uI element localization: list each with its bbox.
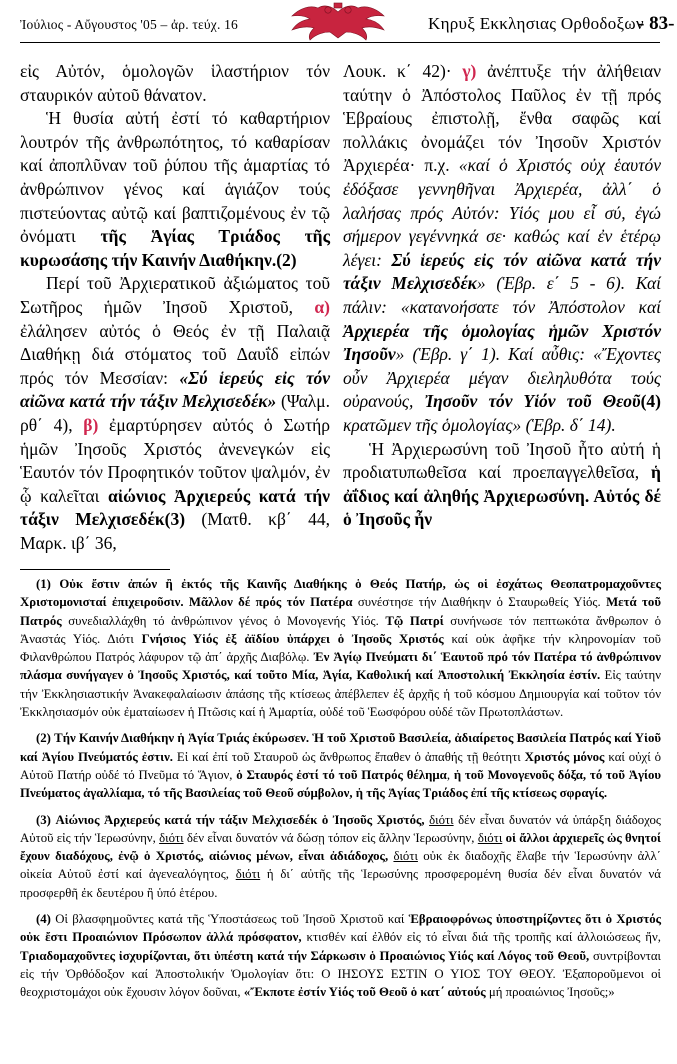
underlined-word: διότι [429, 812, 454, 827]
enumeration-marker: α) [314, 296, 330, 317]
text: ἀνέπτυξε τήν ἀλήθειαν ταύτην ὁ Ἀπόστολος Παῦλος ἐν τῇ πρός Ἑβραίους ἐπιστολῇ, ἔνθα σαφῶς καί πολλάκις ὀνομάζει τόν Ἰησοῦν Χριστόν Ἀρχιερέα· π.χ. [343, 61, 661, 176]
underlined-word: διότι [477, 830, 503, 845]
scripture-quote: «Σύ ἱερεύς εἰς τόν αἰῶνα κατά τήν τάξιν Μελχισεδέκ» [20, 367, 331, 412]
page-number: - 83- [638, 13, 675, 34]
underlined-word: διότι [393, 849, 418, 864]
bold-text: οἱ ἄλλοι ἀρχιερεῖς ὡς θνητοί ἔχουν διαδόχους, ἐνῷ ὁ Χριστός, αἰώνιος μένων, εἶναι ἀδιάδοχος, [20, 830, 661, 864]
double-headed-eagle-icon [288, 2, 388, 42]
text: οὐκ ἐκ διαδοχῆς ἔλαβε τήν Ἱερωσύνην ἀλλ΄ οἰκεία Αὐτοῦ ἐστί καί ἀγενεαλόγητος, [20, 849, 661, 882]
footnote-ref[interactable]: (3) [164, 509, 186, 530]
paragraph [20, 107, 330, 272]
paragraph [343, 60, 661, 438]
scripture-quote: Ἀρχιερέα τῆς ὁμολογίας ἡμῶν Χριστόν Ἰησοῦν [343, 320, 661, 365]
text: (Ματθ. κβ΄ 44, Μαρκ. ιβ΄ 36, [20, 509, 330, 553]
text: Οὐκ ἔστιν ἀπών ἢ ἐκτός τῆς Καινῆς Διαθήκης ὁ Θεός Πατήρ, ὡς οἱ ἐσχάτως Θεοπατρομαχοῦντες Χριστομονισταί ἐπιχειροῦσιν. Μᾶλλον δέ [20, 577, 661, 610]
bold-text: ὁ Σταυρός ἐστί τό τοῦ Πατρός θέλημα [236, 767, 447, 782]
bold-text: Τήν Καινήν Διαθήκην ἡ Ἁγία Τριάς ἐκύρωσεν. Ἡ τοῦ Χριστοῦ Βασιλεία, ἀδιαίρετος Βασιλεία Πατρός καί Υἱοῦ καί Ἁγίου Πνεύματός ἐστιν. [20, 731, 661, 764]
footnote-number: (3) [36, 812, 51, 827]
footnotes [20, 575, 661, 1010]
bold-text: αἰώνιος Ἀρχιερεύς κατά τήν τάξιν Μελχισεδέκ [20, 485, 330, 530]
journal-title: Κηρυξ Εκκλησιας Ορθοδοξων [428, 14, 644, 33]
text: Εἰ καί ἐπί τοῦ Σταυροῦ ὡς ἄνθρωπος ἔπαθεν ὁ ἀπαθής τῇ θεότητι [172, 749, 525, 764]
paragraph [20, 60, 330, 107]
text: μή προαιώνιος Ἰησοῦς;» [485, 985, 615, 1000]
underlined-word: διότι [159, 830, 184, 845]
bold-text: Τῷ Πατρί [385, 613, 444, 628]
text: Λουκ. κ΄ 42)· [343, 61, 463, 81]
italic-quote: κρατῶμεν τῆς ὁμολογίας» (Ἑβρ. δ΄ 14). [343, 414, 616, 435]
text: συντρίβονται εἰς τήν Ὀρθόδοξον καί Ἀποστολικήν Ὁμολογίαν ὅτι: [20, 948, 661, 981]
right-column [343, 60, 661, 532]
text: συνεδιαλλάχθη τό ἀνθρώπινον γένος ὁ Μονογενής Υἱός. [61, 613, 386, 628]
text: Ἡ Ἀρχιερωσύνη τοῦ Ἰησοῦ ἦτο αὐτή ἡ προδιατυπωθεῖσα καί προεπαγγελθεῖσα, [343, 438, 661, 483]
bold-text: ἡ ἀΐδιος καί ἀληθής Ἀρχιερωσύνη. Αὐτός δέ ὁ Ἰησοῦς ἦν [343, 462, 661, 530]
text: εἰς Αὐτόν, ὁμολογῶν ἱλαστήριον τόν σταυρικόν αὐτοῦ θάνατον. [20, 61, 330, 105]
enumeration-marker: γ) [462, 61, 477, 81]
text: δέν εἶναι δυνατόν νά δώσῃ τόπον εἰς ἄλλην Ἱερωσύνην, [183, 830, 478, 845]
text: (Ψαλμ. ρθ΄ 4), [20, 391, 331, 435]
text: κτισθέν καί ἐλθόν εἰς τό εἶναι διά τῆς τροπῆς καί ἀλλοιώσεως ἤν, [301, 930, 661, 945]
text: ἡ δι΄ αὐτῆς τῆς Ἱερωσύνης προσφερομένη θυσία δέν εἶναι δυνατόν νά προσφερθῆ ἐκ δευτέρου ἢ ὑπό ἑτέρου. [20, 867, 661, 900]
italic-quote: » (Ἑβρ. γ΄ 1). Καί αὖθις: «Ἔχοντες οὖν Ἀρχιερέα μέγαν διεληλυθότα τούς οὐρανούς, [343, 344, 661, 412]
bold-text: Αἰώνιος Ἀρχιερεύς κατά τήν τάξιν Μελχισεδέκ ὁ Ἰησοῦς Χριστός, [55, 812, 425, 827]
underlined-word: διότι [235, 867, 261, 882]
footnote-1 [20, 575, 661, 721]
text: συνέστησε τήν Διαθήκην ὁ Σταυρωθείς Υἱός. [352, 595, 607, 610]
left-column [20, 60, 330, 555]
enumeration-marker: β) [83, 414, 99, 435]
footnote-ref[interactable]: (2) [276, 249, 297, 270]
bold-text: Χριστός μόνος [524, 749, 605, 764]
text: δέν εἶναι δυνατόν νά ὑπάρξη διάδοχος Αὐτοῦ εἰς τήν Ἱερωσύνην, [20, 812, 661, 845]
text: Εἰς ταύτην τήν Ἐκκλησιαστικήν Ἀνακεφαλαίωσιν ἁπάσης τῆς κτίσεως ἀπέβλεπεν ἐξ ἀρχῆς ἡ τοῦ κόσμου Δημιουργία καί τοῦτον τόν Ἐκκλησιασμόν οὐκ ἐματαίωσεν ἡ Πτῶσις καί ἡ Ἁμαρτία, οὐδέ τοῦ Ἑωσφόρου οὐδέ τῶν Πρωτοπλάστων. [20, 668, 662, 720]
text: Περί τοῦ Ἀρχιερατικοῦ ἀξιώματος τοῦ Σωτῆρος ἡμῶν Ἰησοῦ Χριστοῦ, [20, 273, 330, 317]
bold-text: Μετά τοῦ Πατρός [20, 595, 661, 628]
footnote-3 [20, 811, 661, 902]
scripture-quote: Ἰησοῦν τόν Υἱόν τοῦ Θεοῦ [424, 391, 641, 412]
text: καί οὐκ ἀφῆκε τήν κληρονομίαν τοῦ Φιλανθρώπου Πατρός λάφυρον τῷ ἀπ΄ ἀρχῆς Διαβόλῳ. [20, 631, 661, 665]
italic-quote: «καί ὁ Χριστός οὐχ ἑαυτόν ἐδόξασε γεννηθῆναι Ἀρχιερέα, ἀλλ΄ ὁ λαλήσας πρός Αὐτόν: Υἱός μου εἶ σύ, ἐγώ σήμερον γεγέννηκά σε· καθώς καί ἐν ἑτέρῳ λέγει: [343, 155, 661, 270]
header-rule [20, 42, 660, 43]
bold-text: Τριαδομαχοῦντες ἰσχυρίζονται, ὅτι ὑπέστη κατά τήν Σάρκωσιν ὁ Προαιώνιος Υἱός καί Λόγος τοῦ Θεοῦ, [20, 948, 590, 963]
text: Οἱ βλασφημοῦντες κατά τῆς Ὑποστάσεως τοῦ Ἰησοῦ Χριστοῦ καί [55, 912, 409, 927]
text: , [446, 767, 454, 782]
running-header [0, 0, 677, 46]
bold-text: «Ἔκποτε ἐστίν Υἱός τοῦ Θεοῦ ὁ κατ΄ αὐτούς [243, 985, 486, 1000]
bold-text: Γνήσιος Υἱός ἐξ ἀϊδίου ὑπάρχει ὁ Ἰησοῦς Χριστός [141, 631, 444, 646]
bold-text: ἡ τοῦ Μονογενοῦς δόξα, τό τοῦ Ἁγίου Πνεύματος ἀγαλλίαμα, τό τῆς Βασιλείας τοῦ Θεοῦ σύμβολον, ἡ τῆς Ἁγίας Τριάδος ἐπί τῆς κτίσεως σφραγίς. [20, 767, 661, 801]
footnote-number: (4) [36, 912, 51, 927]
paragraph [20, 272, 330, 555]
text: καί οὐχί ὁ Αὐτοῦ Πατήρ οὐδέ τό Πνεῦμα τό Ἅγιον, [20, 749, 661, 782]
text: ἐμαρτύρησεν αὐτός ὁ Σωτήρ ἡμῶν Ἰησοῦς Χριστός ἀνενεγκών εἰς Ἑαυτόν τόν Προφητικόν τοῦτον ψαλμόν, ἐν ᾧ καλεῖται [20, 414, 330, 506]
bold-text: τῆς Ἁγίας Τριάδος τῆς κυρωσάσης τήν Καινήν Διαθήκην. [20, 226, 330, 270]
text: συνήνωσε τόν πεπτωκότα ἄνθρωπον ὁ Ἀναστάς Υἱός. Διότι [20, 613, 661, 646]
paragraph [343, 438, 661, 532]
footnote-2 [20, 729, 661, 802]
scripture-quote: Σύ ἱερεύς εἰς τόν αἰῶνα κατά τήν τάξιν Μελχισεδέκ [343, 249, 661, 294]
footnote-separator [20, 569, 170, 570]
footnote-4 [20, 910, 661, 1001]
text: ἐλάλησεν αὐτός ὁ Θεός ἐν τῇ Παλαιᾷ Διαθήκῃ διά στόματος τοῦ Δαυΐδ εἰπών πρός τόν Μεσσίαν: [20, 320, 330, 388]
text: Ἡ θυσία αὐτή ἐστί τό καθαρτήριον λουτρόν τῆς ἀνθρωπότητος, τό καθαρίσαν καί ἀποπλῦναν τοῦ ῥύπου τῆς ἁμαρτίας τό ἀνθρώπινον γένος καί ἁγιάζον τούς πιστεύοντας αὐτῷ καί βαπτιζομένους ἐν τῷ ὀνόματι [20, 108, 330, 247]
bold-text: Ἑβραιοφρόνως ὑποστηρίζοντες ὅτι ὁ Χριστός οὐκ ἔστι Προαιώνιον Πρόσωπον ἀλλά πρόσφατον, [20, 912, 662, 945]
confession-text: Ο ΙΗΣΟΥΣ ΕΣΤΙΝ Ο ΥΙΟΣ ΤΟΥ ΘΕΟΥ. [321, 966, 556, 981]
bold-text: Ἐν Ἁγίῳ Πνεύματι δι΄ Ἑαυτοῦ πρό τόν Πατέρα τό ἀνθρώπινον πλάσμα συνήγαγεν ὁ Ἰησοῦς Χριστός, καί τοῦτο Μία, Ἁγία, Καθολική καί Ἀποστολική Ἐκκλησία ἐστίν. [20, 650, 662, 683]
italic-quote: » (Ἑβρ. ε΄ 5 - 6). Καί πάλιν: «κατανοήσατε τόν Ἀπόστολον καί [343, 273, 662, 317]
footnote-number: (1) [36, 577, 51, 591]
footnote-ref[interactable]: (4) [640, 391, 661, 412]
bold-text: πρός τόν Πατέρα [255, 595, 353, 610]
footnote-number: (2) [36, 731, 51, 746]
issue-date: Ἰούλιος - Αὔγουστος '05 – ἀρ. τεύχ. 16 [20, 17, 239, 32]
text: Ἐξαποροῦμενοι οἱ θεοχριστομάχοι οὐκ ἔχουσιν λόγον δοῦναι, [20, 966, 662, 1000]
